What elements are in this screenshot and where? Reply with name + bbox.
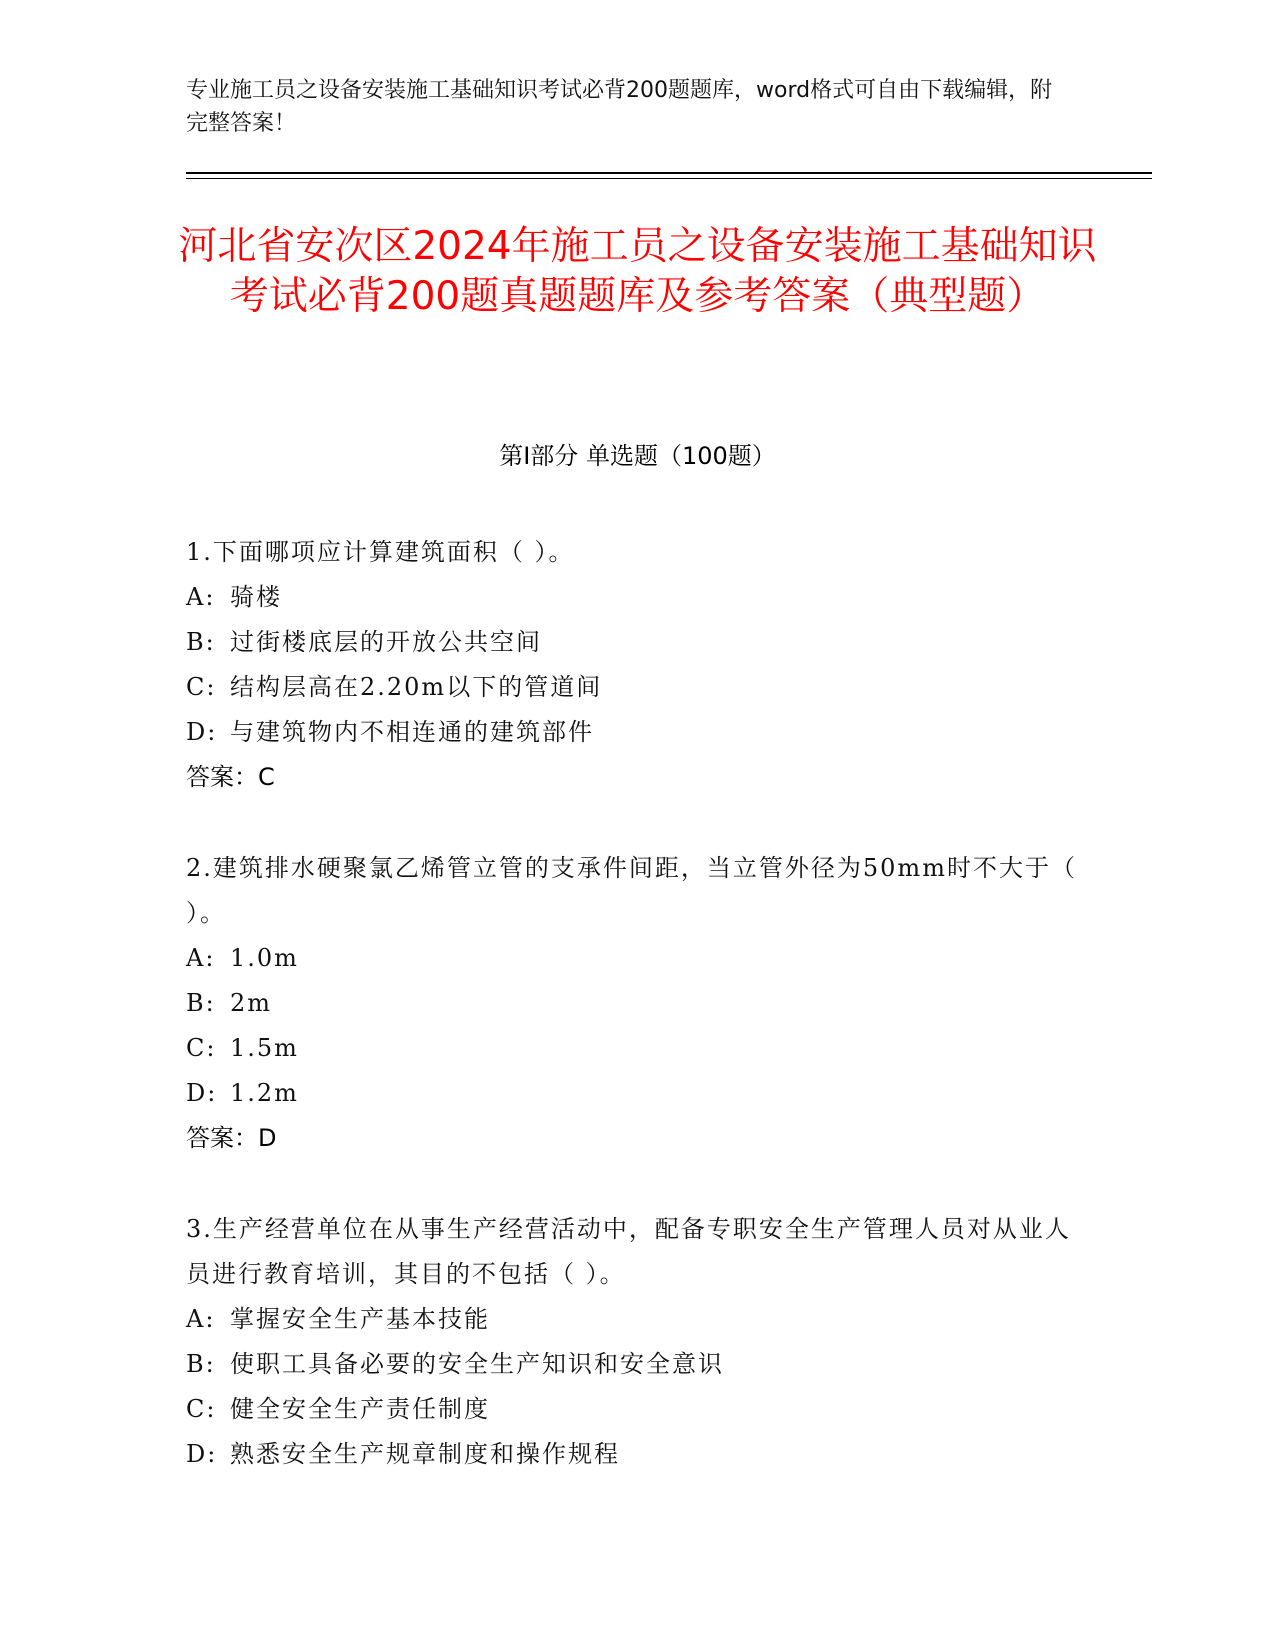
option-text: 与建筑物内不相连通的建筑部件 — [230, 718, 594, 746]
option-a — [186, 936, 1086, 981]
option-letter: C: — [186, 1034, 217, 1062]
document-title: 河北省安次区2024年施工员之设备安装施工基础知识考试必背200题真题题库及参考答案（典型题） — [178, 224, 1097, 319]
option-text: 1.5m — [230, 1034, 299, 1062]
option-text: 1.0m — [230, 944, 299, 972]
option-a — [186, 1297, 1086, 1342]
option-text: 1.2m — [230, 1079, 299, 1107]
option-text: 熟悉安全生产规章制度和操作规程 — [230, 1440, 620, 1468]
option-b — [186, 981, 1086, 1026]
question-3 — [186, 1207, 1086, 1477]
option-text: 结构层高在2.20m以下的管道间 — [230, 673, 603, 701]
answer-line: 答案：D — [186, 1124, 277, 1152]
header-note: 专业施工员之设备安装施工基础知识考试必背200题题库，word格式可自由下载编辑，附完整答案！ — [186, 78, 1053, 136]
option-letter: C: — [186, 673, 217, 701]
question-stem: 3.生产经营单位在从事生产经营活动中，配备专职安全生产管理人员对从业人员进行教育培训，其目的不包括（ ）。 — [186, 1215, 1071, 1288]
option-text: 掌握安全生产基本技能 — [230, 1305, 490, 1333]
option-b — [186, 1342, 1086, 1387]
option-c — [186, 665, 1086, 710]
option-letter: B: — [186, 1350, 216, 1378]
question-2 — [186, 846, 1086, 1161]
option-text: 骑楼 — [230, 583, 282, 611]
option-text: 2m — [230, 989, 273, 1017]
option-text: 健全安全生产责任制度 — [230, 1395, 490, 1423]
option-letter: C: — [186, 1395, 217, 1423]
option-a — [186, 575, 1086, 620]
option-letter: D: — [186, 1440, 218, 1468]
header-divider-thick — [186, 172, 1152, 174]
option-letter: B: — [186, 628, 216, 656]
question-stem: 1.下面哪项应计算建筑面积（ ）。 — [186, 538, 575, 566]
option-c — [186, 1387, 1086, 1432]
option-letter: A: — [186, 1305, 216, 1333]
option-letter: D: — [186, 718, 218, 746]
option-c — [186, 1026, 1086, 1071]
answer-line: 答案：C — [186, 763, 275, 791]
question-list — [186, 530, 1086, 1523]
option-letter: A: — [186, 583, 216, 611]
option-d — [186, 1071, 1086, 1116]
option-d — [186, 710, 1086, 755]
option-letter: B: — [186, 989, 216, 1017]
option-b — [186, 620, 1086, 665]
header-divider-thin — [186, 178, 1152, 179]
option-text: 使职工具备必要的安全生产知识和安全意识 — [230, 1350, 724, 1378]
section-title: 第Ⅰ部分 单选题（100题） — [499, 442, 776, 470]
option-text: 过街楼底层的开放公共空间 — [230, 628, 542, 656]
question-stem: 2.建筑排水硬聚氯乙烯管立管的支承件间距，当立管外径为50mm时不大于（ ）。 — [186, 854, 1077, 927]
option-letter: A: — [186, 944, 216, 972]
option-letter: D: — [186, 1079, 218, 1107]
question-1 — [186, 530, 1086, 800]
option-d — [186, 1432, 1086, 1477]
